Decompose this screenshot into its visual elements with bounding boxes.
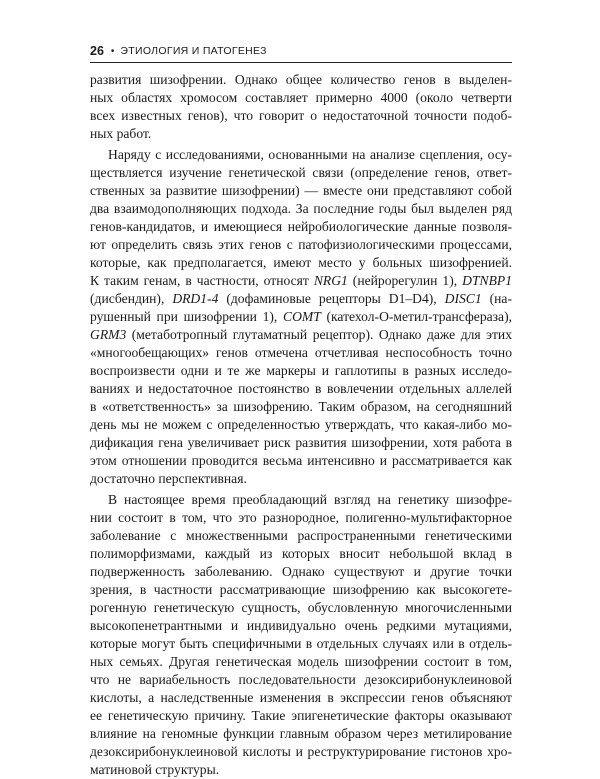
text-line: заболевание с множественными распространенными генетическими [90, 528, 512, 543]
section-title: ЭТИОЛОГИЯ И ПАТОГЕНЕЗ [120, 45, 267, 57]
text-line: в «ответственность» за шизофрению. Таким образом, на сегодняшний [90, 399, 512, 414]
text-line: дезоксирибонуклеиновой кислоты и реструктурирование гистонов хро- [90, 744, 512, 759]
text-line: которые могут быть специфичными в отдельных случаях или в отдель- [90, 636, 512, 651]
text-line: дификация гена увеличивает риск развития шизофрении, хотя работа в [90, 435, 512, 450]
text-line-genes-2: (дисбендин), DRD1-4 (дофаминовые рецепторы D1–D4), DISC1 (на- [90, 291, 512, 306]
text-line: ществляется изучение генетической связи (определение генов, ответ- [90, 165, 512, 180]
paragraph-1 [90, 71, 512, 143]
running-header [90, 44, 512, 58]
text-line: влияние на геномные функции главным образом через метилирование [90, 726, 512, 741]
text-line: зрения, в частности рассматривающие шизофрению как высокогете- [90, 582, 512, 597]
text-line: этом отношении проводится весьма интенсивно и рассматривается как [90, 453, 512, 468]
text-line: высокопенетрантными и индивидуально очень редкими мутациями, [90, 618, 512, 633]
text-line: ственных за развитие шизофрении) — вместе они представляют собой [90, 183, 512, 198]
text-line: ных семьях. Другая генетическая модель шизофрении состоит в том, [90, 654, 512, 669]
page-number: 26 [90, 44, 104, 58]
header-rule [90, 62, 512, 63]
body-text [90, 71, 512, 779]
text-line: ных областях хромосом составляет примерно 4000 (около четверти [90, 90, 512, 105]
text-line: достаточно перспективная. [90, 471, 247, 486]
text-line: «многообещающих» генов отмечена отчетливая неспособность точно [90, 345, 512, 360]
text-line: развития шизофрении. Однако общее количество генов в выделен- [90, 72, 512, 87]
text-line: воспроизвести одни и те же маркеры и гаплотипы в разных исследо- [90, 363, 512, 378]
text-line: что не вариабельность последовательности дезоксирибонуклеиновой [90, 672, 512, 687]
text-line: всех известных генов), что говорит о недостаточной точности подоб- [90, 108, 512, 123]
text-line: кислоты, а наследственные изменения в экспрессии генов объясняют [90, 690, 512, 705]
text-line: ваниях и недостаточное постоянство в вовлечении отдельных аллелей [90, 381, 512, 396]
header-bullet: • [110, 45, 115, 57]
text-line-genes-1: К таким генам, в частности, относят NRG1 (нейрорегулин 1), DTNBP1 [90, 273, 512, 288]
paragraph-3 [90, 491, 512, 779]
text-line: ее генетическую причину. Такие эпигенетические факторы оказывают [90, 708, 512, 723]
text-line: генов-кандидатов, и имеющиеся нейробиологические данные позволя- [90, 219, 512, 234]
text-line: подверженность заболеванию. Однако существуют и другие точки [90, 564, 512, 579]
text-line-genes-3: рушенный при шизофрении 1), COMT (катехол-О-метил-трансфераза), [90, 309, 512, 324]
text-line: ных работ. [90, 126, 152, 141]
text-line: ют определить связь этих генов с патофизиологическими процессами, [90, 237, 512, 252]
text-line: два взаимодополняющих подхода. За последние годы был выделен ряд [90, 201, 512, 216]
text-line: матиновой структуры. [90, 762, 220, 777]
text-line: полиморфизмами, каждый из которых вносит небольшой вклад в [90, 546, 512, 561]
text-line: нии состоит в том, что это разнородное, полигенно-мультифакторное [90, 510, 512, 525]
text-line: рогенную генетическую сущность, обусловленную многочисленными [90, 600, 512, 615]
text-line: В настоящее время преобладающий взгляд на генетику шизофре- [108, 492, 512, 507]
text-line: день мы не можем с определенностью утверждать, что какая-либо мо- [90, 417, 512, 432]
paragraph-2 [90, 146, 512, 488]
text-line-genes-4: GRM3 (метаботропный глутаматный рецептор). Однако даже для этих [90, 327, 512, 342]
text-line: которые, как предполагается, имеют место у больных шизофренией. [90, 255, 512, 270]
text-line: Наряду с исследованиями, основанными на анализе сцепления, осу- [108, 147, 512, 162]
